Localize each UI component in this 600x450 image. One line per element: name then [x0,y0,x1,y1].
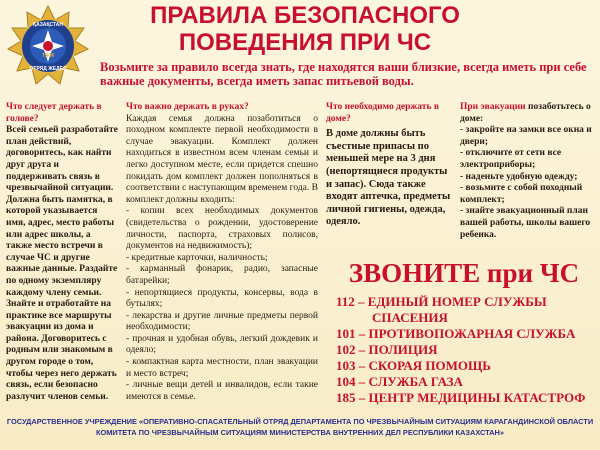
intro-text: Возьмите за правило всегда знать, где находятся ваши близкие, всегда иметь при себе важные документы, всегда иметь запас питьевой воды. [100,60,587,88]
list-item: - карманный фонарик, радио, запасные батарейки; [126,264,318,286]
column-body: Всей семьей разработайте план действий, договоритесь, как найти друг друга и поддерживать связь в чрезвычайной ситуации. Должна быть памятка, в которой указывается имя, адрес, место работы или адрес школы, а также место встречи в случае ЧС и другие важные данные. Раздайте по одному экземпляру каждому члену семьи. Знайте и отработайте на практике все маршруты эвакуации из дома и района. Договоритесь с родным или знакомым в другом городе о том, чтобы через него держать связь, если безопасно разлучит членов семьи. [6,125,118,402]
page-title [95,2,515,56]
call-heading: ЗВОНИТЕ при ЧС [348,258,580,288]
column-question: При эвакуации [460,102,526,112]
emblem-icon [6,4,90,88]
column-keep-in-mind [6,102,118,403]
phone-list [336,294,598,406]
list-item: - закройте на замки все окна и двери; [460,125,592,147]
column-body: Каждая семья должна позаботиться о походном комплекте первой необходимости в случае эвакуации. Комплект должен находиться в известном всем членам семьи и легко доступном месте, если придется спешно покидать дом комплект должен пополняться в соответствии с наступающим временем года. В комплект должны входить: [126,113,318,205]
column-body: В доме должны быть съестные припасы по меньшей мере на 3 дня (непортящиеся продукты и запас). Сюда также входят аптечка, предметы личной гигиены, одежда, одеяло. [326,128,451,228]
footer [0,416,600,438]
list-item: - прочная и удобная обувь, легкий дождевик и одеяло; [126,333,318,356]
kit-list [126,206,318,403]
footer-line-1: ГОСУДАРСТВЕННОЕ УЧРЕЖДЕНИЕ «ОПЕРАТИВНО-СПАСАТЕЛЬНЫЙ ОТРЯД ДЕПАРТАМЕНТА ПО ЧРЕЗВЫЧАЙНЫМ СИТУАЦИЯМ КАРАГАНДИНСКОЙ ОБЛАСТИ [6,417,594,426]
column-evacuation [460,102,594,241]
title-line-2: ПОВЕДЕНИЯ ПРИ ЧС [178,29,432,56]
emblem-bottom-text: ОТРЯД ЖЕДЕЛ [29,66,67,72]
phone-line: СПАСЕНИЯ [372,310,448,325]
phone-line: 104 – СЛУЖБА ГАЗА [336,374,463,389]
list-item: - компактная карта местности, план эвакуации и место встреч; [126,357,318,379]
list-item: - непортящиеся продукты, консервы, вода в бутылях; [126,287,318,310]
list-item: - лекарства и другие личные предметы первой необходимости; [126,310,318,333]
title-line-1: ПРАВИЛА БЕЗОПАСНОГО [150,2,460,29]
column-keep-at-home [326,102,452,229]
column-question: Что необходимо держать в доме? [326,102,439,124]
list-item: - копии всех необходимых документов (свидетельства о рождении, удостоверение личности, паспорта, страховых полисов, документов на недвижимость); [126,206,318,252]
phone-line: 102 – ПОЛИЦИЯ [336,342,438,357]
list-item: - возьмите с собой походный комплект; [460,183,583,205]
phone-line: 112 – ЕДИНЫЙ НОМЕР СЛУЖБЫ [336,294,547,309]
list-item: - знайте эвакуационный план вашей работы, школы вашего ребенка. [460,206,591,240]
phone-line: 101 – ПРОТИВОПОЖАРНАЯ СЛУЖБА [336,326,576,341]
column-question: Что следует держать в голове? [6,102,102,124]
list-item: - личные вещи детей и инвалидов, если такие имеются в семье. [126,380,318,402]
list-item: - наденьте удобную одежду; [460,171,578,182]
phone-line: 185 – ЦЕНТР МЕДИЦИНЫ КАТАСТРОФ [336,390,586,405]
list-item: - кредитные карточки, наличность; [126,252,268,263]
column-question: Что важно держать в руках? [126,102,249,112]
phone-line: 103 – СКОРАЯ ПОМОЩЬ [336,358,491,373]
list-item: - отключите от сети все электроприборы; [460,148,562,170]
evacuation-list [460,125,594,241]
emblem-top-text: ҚАЗАҚСТАН [33,22,63,28]
column-question-rest: позаботьтесь о доме: [460,102,591,124]
footer-line-2: КОМИТЕТА ПО ЧРЕЗВЫЧАЙНЫМ СИТУАЦИЯМ МИНИСТЕРСТВА ВНУТРЕННИХ ДЕЛ РЕСПУБЛИКИ КАЗАХСТАН» [96,428,504,437]
column-keep-in-hands [126,102,318,403]
emblem-center-text: ТЖМ [42,53,54,59]
